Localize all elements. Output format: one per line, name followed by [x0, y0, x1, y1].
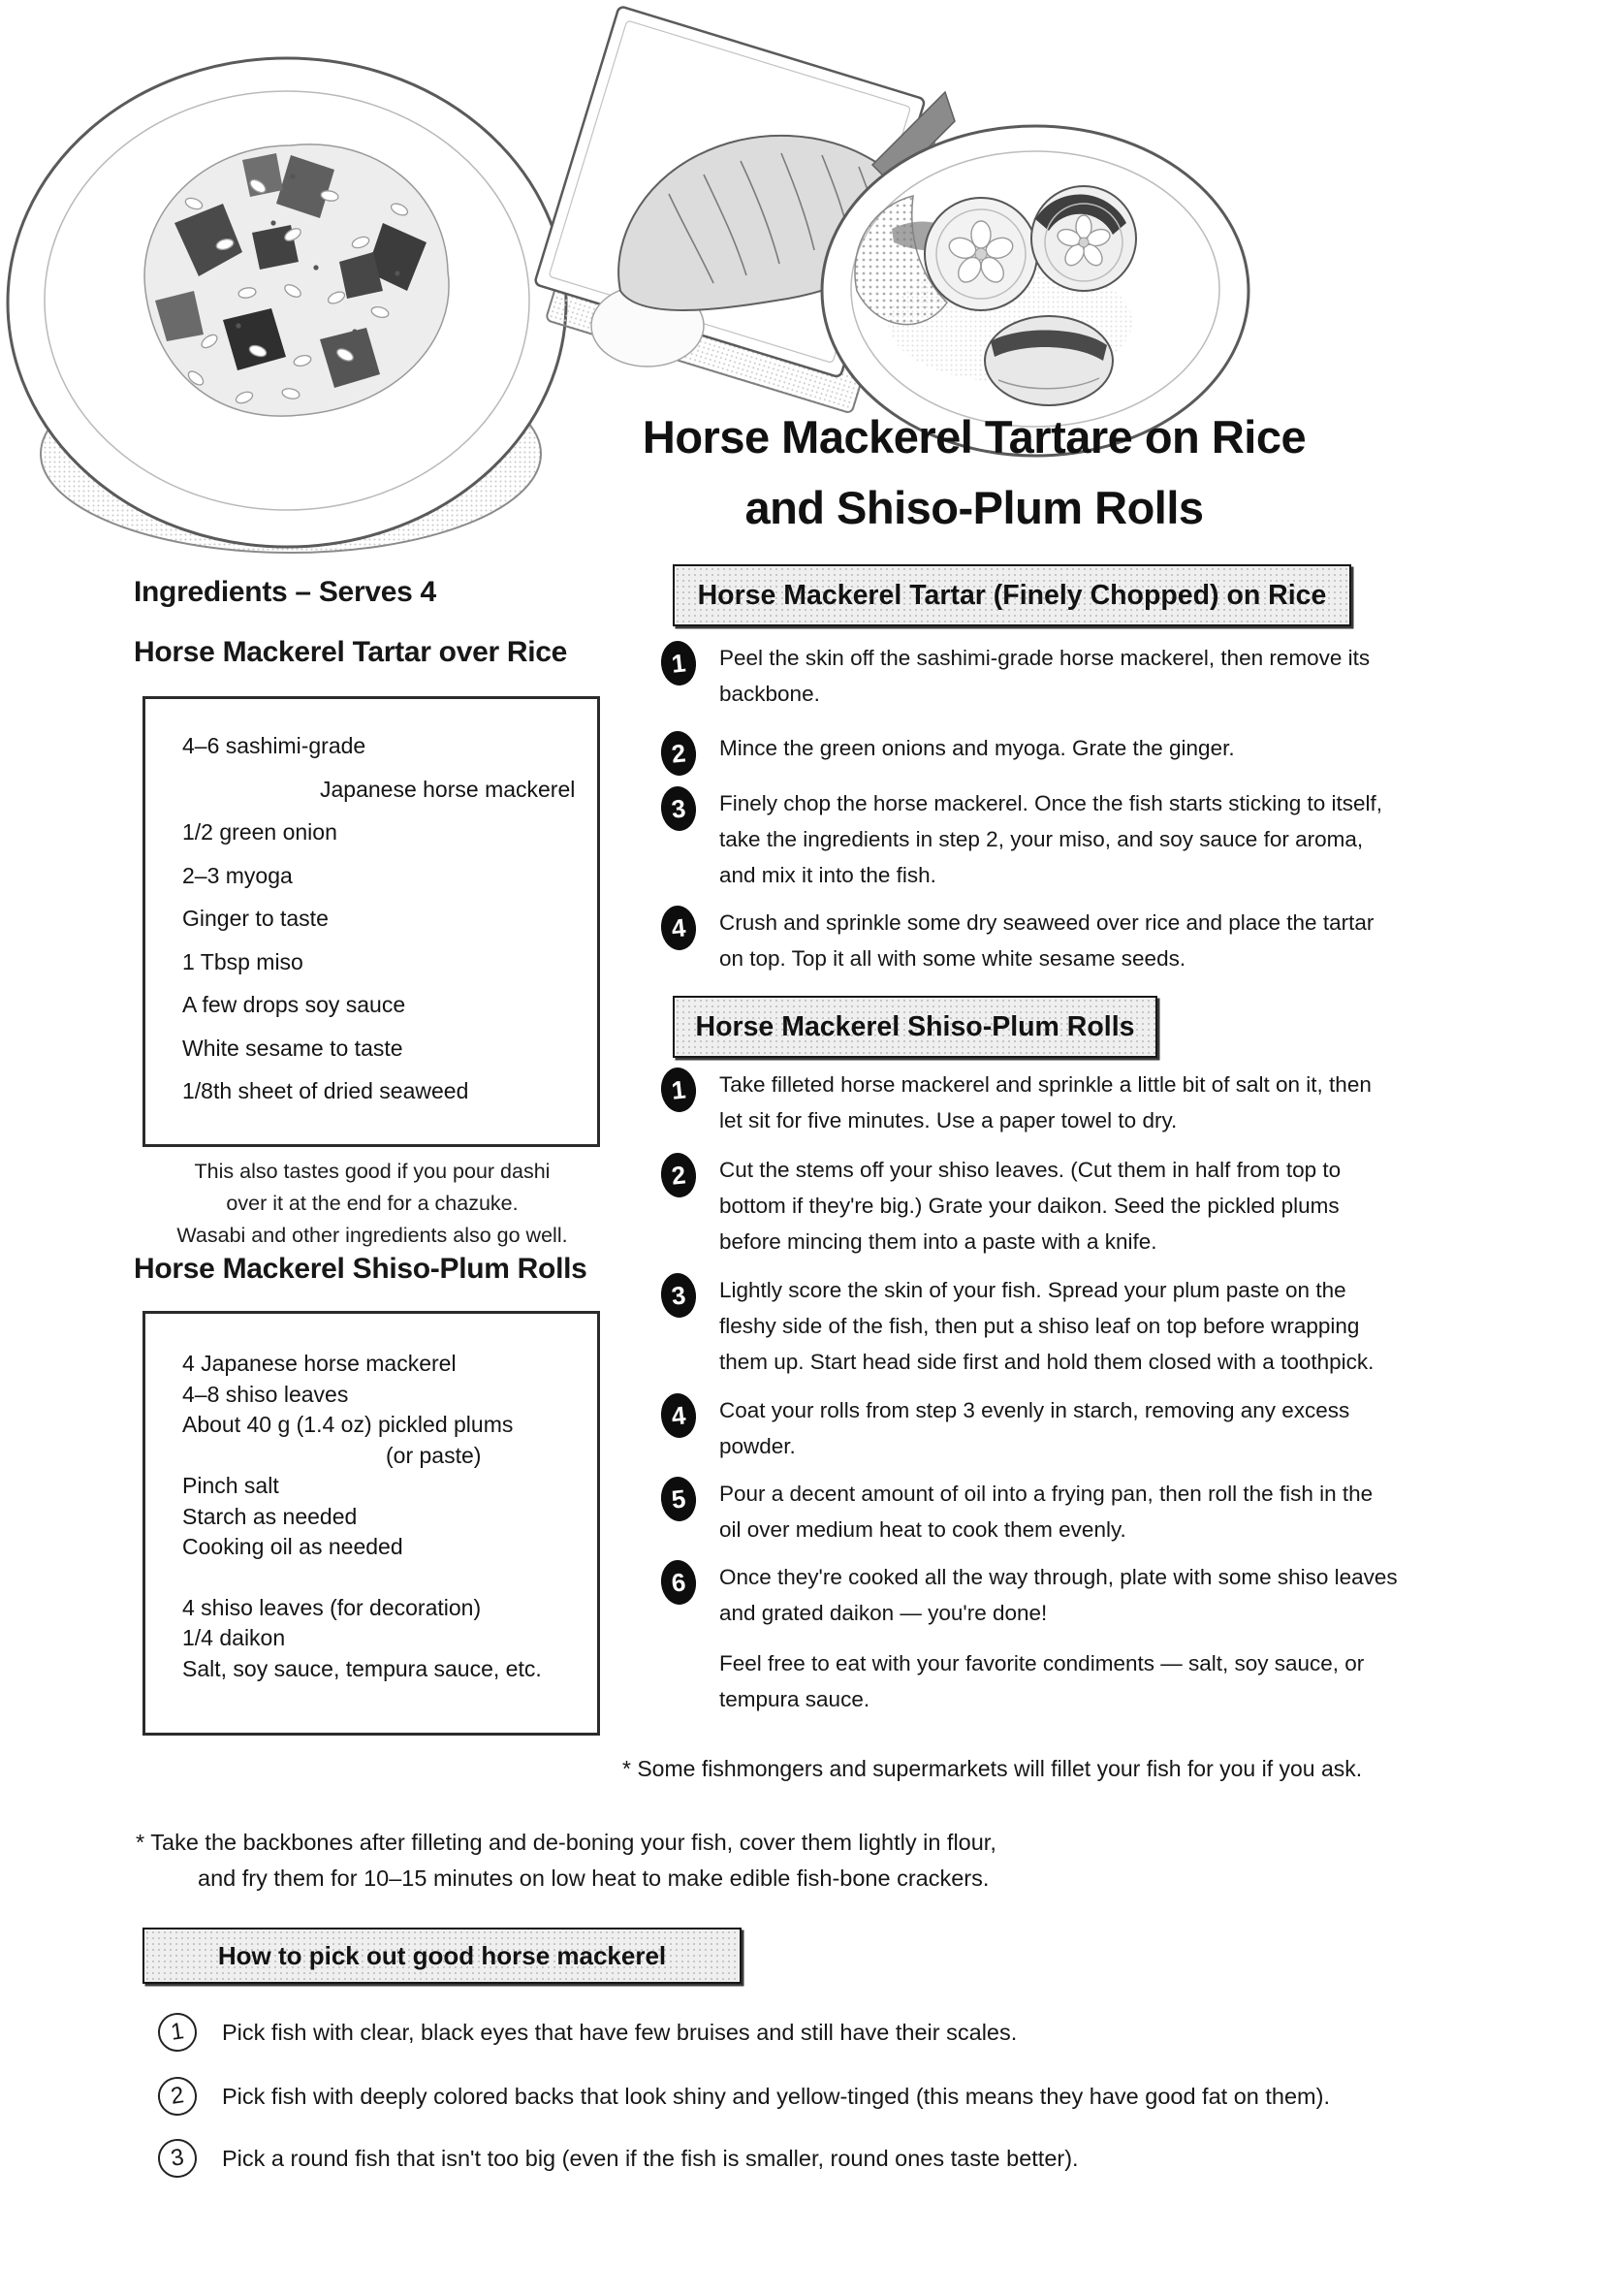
step-row — [661, 1476, 1400, 1547]
backbone-footnote — [136, 1825, 996, 1897]
ingredient-line: (or paste) — [386, 1442, 482, 1468]
step-number-badge: 1 — [659, 1066, 699, 1114]
step-row — [661, 1392, 1400, 1464]
step-text: Take filleted horse mackerel and sprinkle a little bit of salt on it, then let sit for five minutes. Use a paper towel to dry. — [719, 1072, 1372, 1132]
step-text: Mince the green onions and myoga. Grate the ginger. — [719, 736, 1235, 760]
tartar-ingredients-box — [142, 696, 600, 1147]
step-number-badge: 3 — [659, 1271, 699, 1320]
step-text: Peel the skin off the sashimi-grade horse mackerel, then remove its backbone. — [719, 646, 1371, 706]
step-row — [661, 905, 1400, 976]
chazuke-note-line: over it at the end for a chazuke. — [226, 1192, 519, 1215]
step-number-badge: 4 — [659, 904, 699, 952]
step-number-badge: 4 — [659, 1391, 699, 1440]
step-number-badge: 1 — [659, 639, 699, 687]
tartar-section-header: Horse Mackerel Tartar (Finely Chopped) on Rice — [673, 564, 1351, 626]
step-text: Once they're cooked all the way through, plate with some shiso leaves and grated daikon — you're done! — [719, 1565, 1398, 1625]
step-text: Cut the stems off your shiso leaves. (Cut them in half from top to bottom if they're big.) Grate your daikon. Seed the pickled plums before mincing them into a paste with a knife. — [719, 1158, 1342, 1254]
step-row — [661, 730, 1400, 776]
step-number-badge: 2 — [659, 729, 699, 778]
page-title-line2: and Shiso-Plum Rolls — [744, 482, 1204, 533]
step-text: Finely chop the horse mackerel. Once the fish starts sticking to itself, take the ingredients in step 2, your miso, and soy sauce for aroma, and mix it into the fish. — [719, 791, 1383, 887]
ingredient-line: Ginger to taste — [182, 906, 329, 931]
step-number-badge: 3 — [659, 784, 699, 833]
ingredient-line: A few drops soy sauce — [182, 992, 406, 1017]
ingredient-line: 4 shiso leaves (for decoration) — [182, 1594, 482, 1620]
ingredient-line: 1/8th sheet of dried seaweed — [182, 1078, 469, 1103]
tip-text: Pick fish with clear, black eyes that have few bruises and still have their scales. — [222, 2020, 1018, 2045]
chazuke-note — [141, 1156, 604, 1252]
ingredient-line: 1/4 daikon — [182, 1625, 286, 1650]
tip-number: 1 — [155, 2010, 199, 2054]
fillet-footnote: * Some fishmongers and supermarkets will fillet your fish for you if you ask. — [622, 1756, 1363, 1781]
ingredient-line: 1 Tbsp miso — [182, 948, 303, 974]
step-text: Pour a decent amount of oil into a frying pan, then roll the fish in the oil over medium heat to cook them evenly. — [719, 1482, 1374, 1542]
ingredient-line: 4 Japanese horse mackerel — [182, 1351, 457, 1376]
ingredient-gap — [182, 1563, 597, 1593]
tip-number: 3 — [155, 2136, 199, 2180]
ingredient-line: Salt, soy sauce, tempura sauce, etc. — [182, 1655, 542, 1681]
tartar-ingredients-heading: Horse Mackerel Tartar over Rice — [134, 636, 568, 668]
tip-row — [158, 2013, 1017, 2052]
serving-note: Feel free to eat with your favorite condiments — salt, soy sauce, or tempura sauce. — [719, 1651, 1365, 1711]
step-row — [661, 640, 1400, 712]
ingredient-line: About 40 g (1.4 oz) pickled plums — [182, 1412, 514, 1437]
ingredient-line: 4–6 sashimi-grade — [182, 733, 366, 758]
step-number-badge: 6 — [659, 1558, 699, 1607]
tartare-bowl-illustration — [8, 58, 566, 553]
rolls-ingredients-heading: Horse Mackerel Shiso-Plum Rolls — [134, 1253, 587, 1285]
step-text: Coat your rolls from step 3 evenly in starch, removing any excess powder. — [719, 1398, 1350, 1458]
step-row — [661, 1152, 1400, 1260]
step-row — [661, 785, 1400, 893]
rolls-ingredients-box — [142, 1311, 600, 1736]
step-row — [661, 1067, 1400, 1138]
ingredients-heading: Ingredients – Serves 4 — [134, 576, 436, 608]
ingredient-line: 2–3 myoga — [182, 862, 293, 888]
ingredient-line: White sesame to taste — [182, 1035, 403, 1061]
tip-row — [158, 2139, 1079, 2178]
tip-text: Pick a round fish that isn't too big (even if the fish is smaller, round ones taste better). — [222, 2146, 1079, 2171]
ingredient-line: Cooking oil as needed — [182, 1534, 403, 1559]
step-text: Crush and sprinkle some dry seaweed over rice and place the tartar on top. Top it all with some white sesame seeds. — [719, 910, 1375, 971]
tip-text: Pick fish with deeply colored backs that look shiny and yellow-tinged (this means they have good fat on them). — [222, 2084, 1330, 2109]
step-row — [661, 1559, 1400, 1631]
rolls-section-header: Horse Mackerel Shiso-Plum Rolls — [673, 996, 1157, 1058]
backbone-footnote-line1: * Take the backbones after filleting and de-boning your fish, cover them lightly in flour, — [136, 1830, 996, 1855]
ingredient-line: Pinch salt — [182, 1473, 279, 1498]
tip-number: 2 — [155, 2074, 199, 2118]
step-text: Lightly score the skin of your fish. Spread your plum paste on the fleshy side of the fish, then put a shiso leaf on top before wrapping them up. Start head side first and hold them closed with a toothpick. — [719, 1278, 1375, 1374]
step-number-badge: 2 — [659, 1151, 699, 1199]
ingredient-line: 1/2 green onion — [182, 819, 337, 845]
step-row — [661, 1272, 1400, 1380]
chazuke-note-line: This also tastes good if you pour dashi — [194, 1160, 551, 1183]
ingredient-line: Starch as needed — [182, 1503, 358, 1529]
ingredient-line: Japanese horse mackerel — [320, 776, 576, 802]
tips-header: How to pick out good horse mackerel — [142, 1928, 742, 1984]
tip-row — [158, 2077, 1330, 2116]
chazuke-note-line: Wasabi and other ingredients also go well. — [176, 1224, 568, 1247]
ingredient-line: 4–8 shiso leaves — [182, 1381, 349, 1407]
backbone-footnote-line2: and fry them for 10–15 minutes on low heat to make edible fish-bone crackers. — [198, 1866, 990, 1891]
page-title-line1: Horse Mackerel Tartare on Rice — [642, 411, 1307, 462]
page-title — [528, 401, 1420, 543]
step-number-badge: 5 — [659, 1475, 699, 1523]
